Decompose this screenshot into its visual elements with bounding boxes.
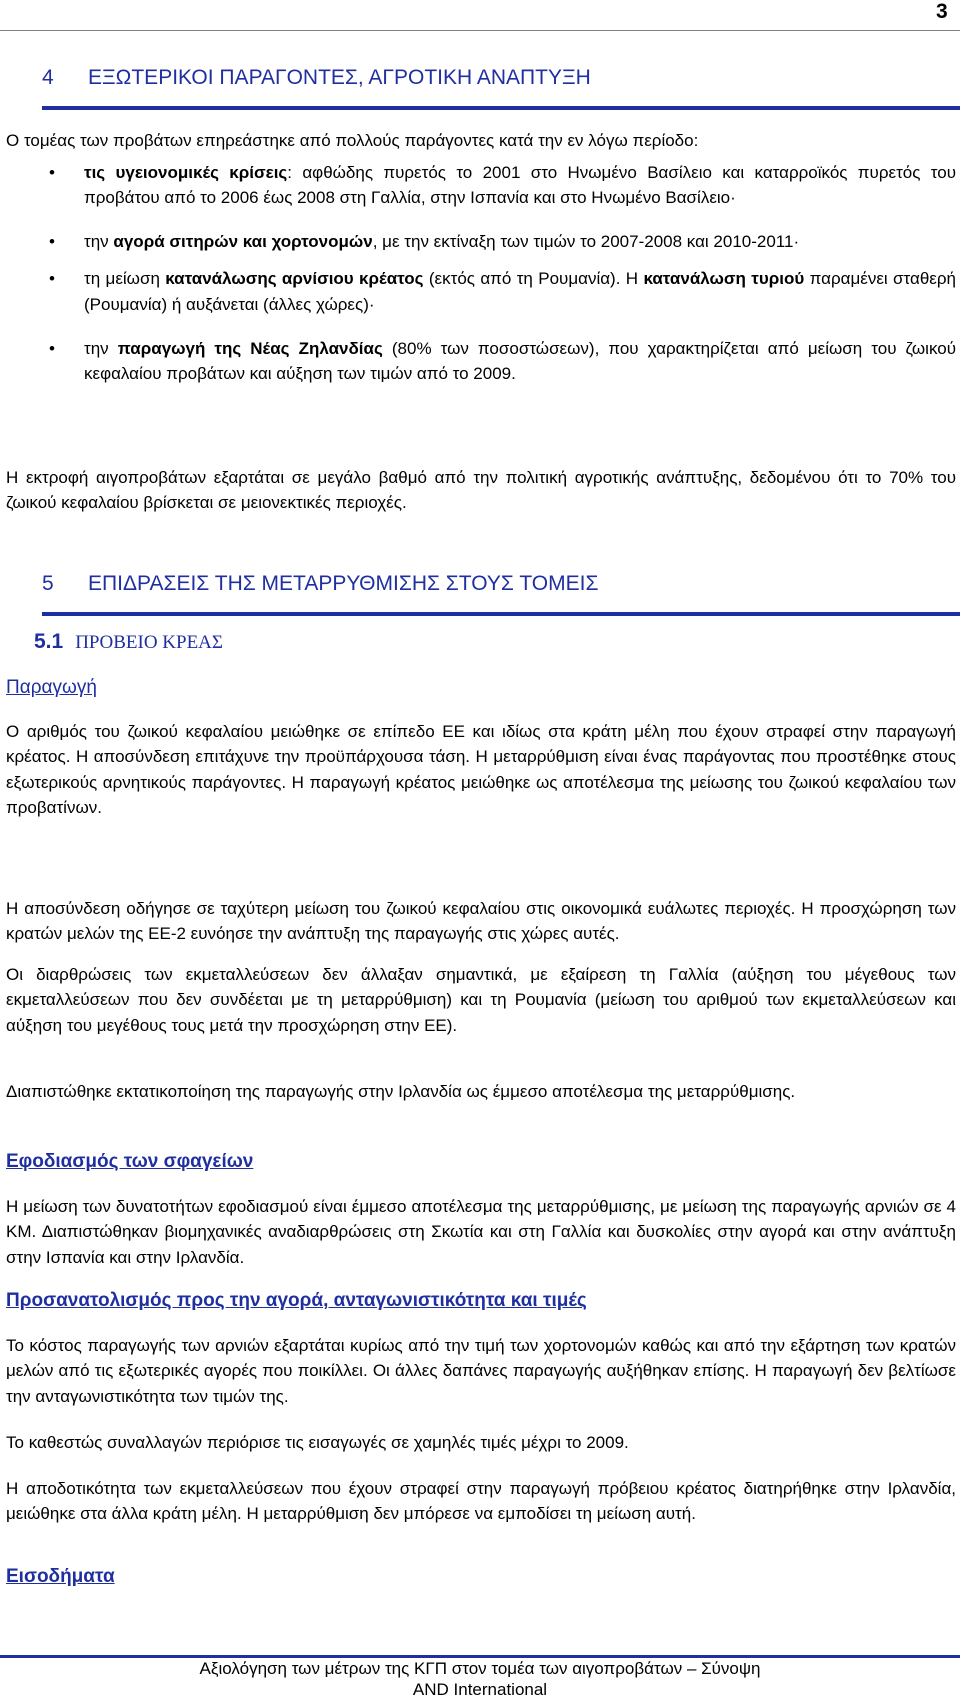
slaughter-supply-heading: Εφοδιασμός των σφαγείων xyxy=(6,1151,254,1172)
production-paragraph-1: Ο αριθμός του ζωικού κεφαλαίου μειώθηκε σε επίπεδο ΕΕ και ιδίως στα κράτη μέλη που έχουν στραφεί στην παραγωγή κρέατος. Η αποσύνδεση επιτάχυνε την προϋπάρχουσα τάση. Η μεταρρύθμιση είναι ένας παράγοντας που προστέθηκε στους εξωτερικούς αρνητικούς παράγοντες. Η παραγωγή κρέατος μειώθηκε ως αποτέλεσμα της μείωσης του ζωικού κεφαλαίου των προβατίνων. xyxy=(6,722,956,818)
section-5-rule xyxy=(42,612,960,616)
subsection-5-1-title: ΠΡΟΒΕΙΟ ΚΡΕΑΣ xyxy=(75,632,223,653)
header-rule xyxy=(0,30,960,31)
list-item: • την παραγωγή της Νέας Ζηλανδίας (80% των ποσοστώσεων), που χαρακτηρίζεται από μείωση του ζωικού κεφαλαίου προβάτων και αύξηση των τιμών από το 2009. xyxy=(44,336,956,387)
list-item: • τη μείωση κατανάλωσης αρνίσιου κρέατος (εκτός από τη Ρουμανία). Η κατανάλωση τυριού παραμένει σταθερή (Ρουμανία) ή αυξάνεται (άλλες χώρες)· xyxy=(44,266,956,317)
section-4-intro: Ο τομέας των προβάτων επηρεάστηκε από πολλούς παράγοντες κατά την εν λόγω περίοδο: xyxy=(6,131,699,150)
section-5-title: ΕΠΙΔΡΑΣΕΙΣ ΤΗΣ ΜΕΤΑΡΡΥΘΜΙΣΗΣ ΣΤΟΥΣ ΤΟΜΕΙΣ xyxy=(88,572,599,595)
section-5-number: 5 xyxy=(42,572,54,595)
section-4-title: ΕΞΩΤΕΡΙΚΟΙ ΠΑΡΑΓΟΝΤΕΣ, ΑΓΡΟΤΙΚΗ ΑΝΑΠΤΥΞΗ xyxy=(88,66,591,89)
subsection-5-1-number: 5.1 xyxy=(34,630,64,653)
list-item: • τις υγειονομικές κρίσεις: αφθώδης πυρετός το 2001 στο Ηνωμένο Βασίλειο και καταρροϊκός πυρετός του προβάτου από το 2006 έως 2008 στη Γαλλία, στην Ισπανία και στο Ηνωμένο Βασίλειο· xyxy=(44,160,956,211)
market-heading: Προσανατολισμός προς την αγορά, ανταγωνιστικότητα και τιμές xyxy=(6,1290,587,1311)
section-4-heading xyxy=(42,66,591,90)
section-4-rule xyxy=(42,106,960,110)
market-paragraph-2: Το καθεστώς συναλλαγών περιόρισε τις εισαγωγές σε χαμηλές τιμές μέχρι το 2009. xyxy=(6,1433,629,1452)
section-4-closing: Η εκτροφή αιγοπροβάτων εξαρτάται σε μεγάλο βαθμό από την πολιτική αγροτικής ανάπτυξης, δεδομένου ότι το 70% του ζωικού κεφαλαίου βρίσκεται σε μειονεκτικές περιοχές. xyxy=(6,468,956,513)
bullet-icon: • xyxy=(49,269,55,289)
footer-author: AND International xyxy=(412,1680,548,1699)
section-5-heading xyxy=(42,572,598,596)
production-paragraph-3: Οι διαρθρώσεις των εκμεταλλεύσεων δεν άλλαξαν σημαντικά, με εξαίρεση τη Γαλλία (αύξηση του μέγεθους των εκμεταλλεύσεων που δεν συνδέεται με τη μεταρρύθμιση) και τη Ρουμανία (μείωση του αριθμού των εκμεταλλεύσεων και αύξηση του μεγέθους τους μετά την προσχώρηση στην ΕΕ). xyxy=(6,965,956,1035)
page-number: 3 xyxy=(936,0,948,23)
market-paragraph-1: Το κόστος παραγωγής των αρνιών εξαρτάται κυρίως από την τιμή των χορτονομών καθώς και από την εξάρτηση των κρατών μελών από τις εξωτερικές αγορές που ποικίλλει. Οι άλλες δαπάνες παραγωγής αυξήθηκαν επίσης. Η παραγωγή δεν βελτίωσε την ανταγωνιστικότητα των τιμών της. xyxy=(6,1336,956,1406)
income-heading: Εισοδήματα xyxy=(6,1566,115,1587)
slaughter-paragraph-1: Η μείωση των δυνατοτήτων εφοδιασμού είναι έμμεσο αποτέλεσμα της μεταρρύθμισης, με μείωση της παραγωγής αρνιών σε 4 ΚΜ. Διαπιστώθηκαν βιομηχανικές αναδιαρθρώσεις στη Σκωτία και στη Γαλλία και δυσκολίες στην αγορά και στην ανάπτυξη στην Ισπανία και στην Ιρλανδία. xyxy=(6,1197,956,1267)
bullet-icon: • xyxy=(49,339,55,359)
market-paragraph-3: Η αποδοτικότητα των εκμεταλλεύσεων που έχουν στραφεί στην παραγωγή πρόβειου κρέατος διατηρήθηκε στην Ιρλανδία, μειώθηκε στα άλλα κράτη μέλη. Η μεταρρύθμιση δεν μπόρεσε να εμποδίσει τη μείωση αυτή. xyxy=(6,1479,956,1524)
footer-title: Αξιολόγηση των μέτρων της ΚΓΠ στον τομέα των αιγοπροβάτων – Σύνοψη xyxy=(199,1659,761,1678)
footer xyxy=(0,1658,960,1700)
production-heading: Παραγωγή xyxy=(6,677,97,698)
section-4-number: 4 xyxy=(42,66,54,89)
production-paragraph-2: Η αποσύνδεση οδήγησε σε ταχύτερη μείωση του ζωικού κεφαλαίου στις οικονομικά ευάλωτες περιοχές. Η προσχώρηση των κρατών μελών της ΕΕ-2 ευνόησε την ανάπτυξη της παραγωγής στις χώρες αυτές. xyxy=(6,899,956,944)
bullet-icon: • xyxy=(49,163,55,182)
factors-list xyxy=(44,160,956,387)
bullet-icon: • xyxy=(49,231,55,251)
production-paragraph-4: Διαπιστώθηκε εκτατικοποίηση της παραγωγής στην Ιρλανδία ως έμμεσο αποτέλεσμα της μεταρρύθμισης. xyxy=(6,1082,796,1101)
subsection-5-1-heading xyxy=(34,630,223,654)
list-item: • την αγορά σιτηρών και χορτονομών, με την εκτίναξη των τιμών το 2007-2008 και 2010-2011· xyxy=(44,229,956,254)
